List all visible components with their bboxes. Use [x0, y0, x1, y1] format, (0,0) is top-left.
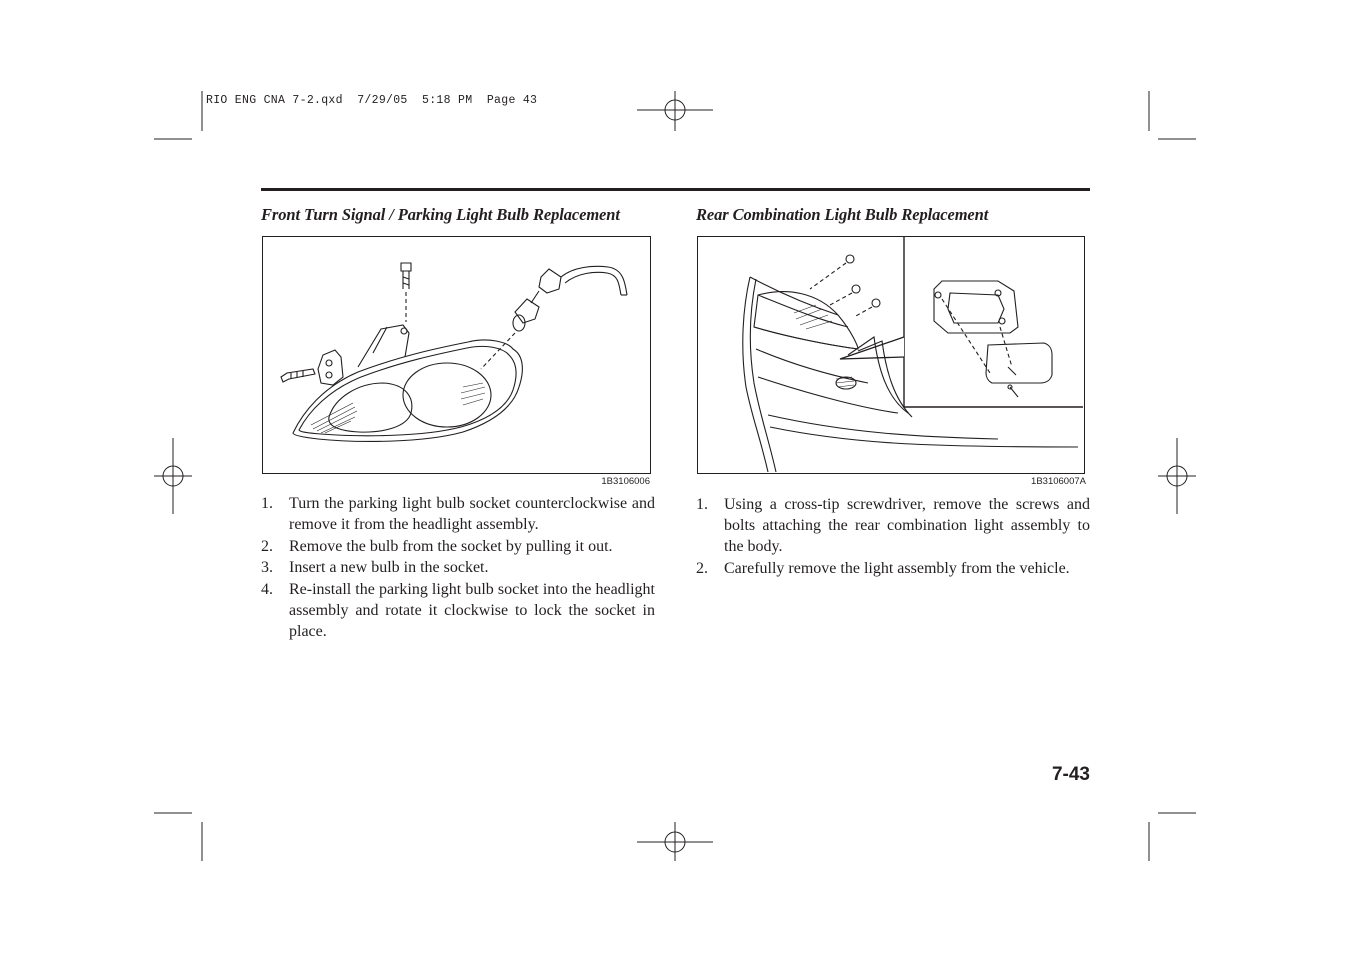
right-figure-code: 1B3106007A: [1031, 476, 1086, 487]
header-rule: [261, 188, 1090, 191]
step-text: Insert a new bulb in the socket.: [289, 559, 489, 576]
step-text: Turn the parking light bulb socket counterclockwise and remove it from the headlight assembly.: [289, 495, 655, 533]
headlight-figure: [262, 236, 651, 474]
left-figure-code: 1B3106006: [601, 476, 650, 487]
step-number: 2.: [696, 559, 708, 577]
page-number: 7-43: [1051, 764, 1090, 785]
right-section-heading: Rear Combination Light Bulb Replacement: [696, 205, 989, 224]
step-text: Carefully remove the light assembly from the vehicle.: [724, 559, 1070, 577]
step-text: Using a cross-tip screwdriver, remove the screws and bolts attaching the rear combination light assembly to the body.: [724, 496, 1090, 555]
rear-combination-light-illustration: [698, 237, 1083, 472]
list-item: [261, 557, 655, 578]
list-item: [261, 536, 655, 557]
step-number: 1.: [696, 496, 708, 513]
list-item: [261, 579, 655, 642]
step-number: 2.: [261, 537, 273, 555]
headlight-assembly-illustration: [263, 237, 649, 472]
step-text: Re-install the parking light bulb socket into the headlight assembly and rotate it clockwise to lock the socket in place.: [289, 580, 655, 640]
step-number: 4.: [261, 580, 273, 598]
right-steps-list: [696, 494, 1090, 579]
printer-slug: RIO ENG CNA 7-2.qxd 7/29/05 5:18 PM Page 43: [206, 94, 538, 107]
left-steps-list: [261, 493, 655, 642]
list-item: [696, 494, 1090, 557]
step-number: 1.: [261, 495, 273, 512]
left-section-heading: Front Turn Signal / Parking Light Bulb Replacement: [261, 205, 620, 224]
rear-light-figure: [697, 236, 1085, 474]
list-item: [696, 558, 1090, 579]
step-text: Remove the bulb from the socket by pulling it out.: [289, 537, 613, 555]
step-number: 3.: [261, 559, 273, 576]
list-item: [261, 493, 655, 535]
